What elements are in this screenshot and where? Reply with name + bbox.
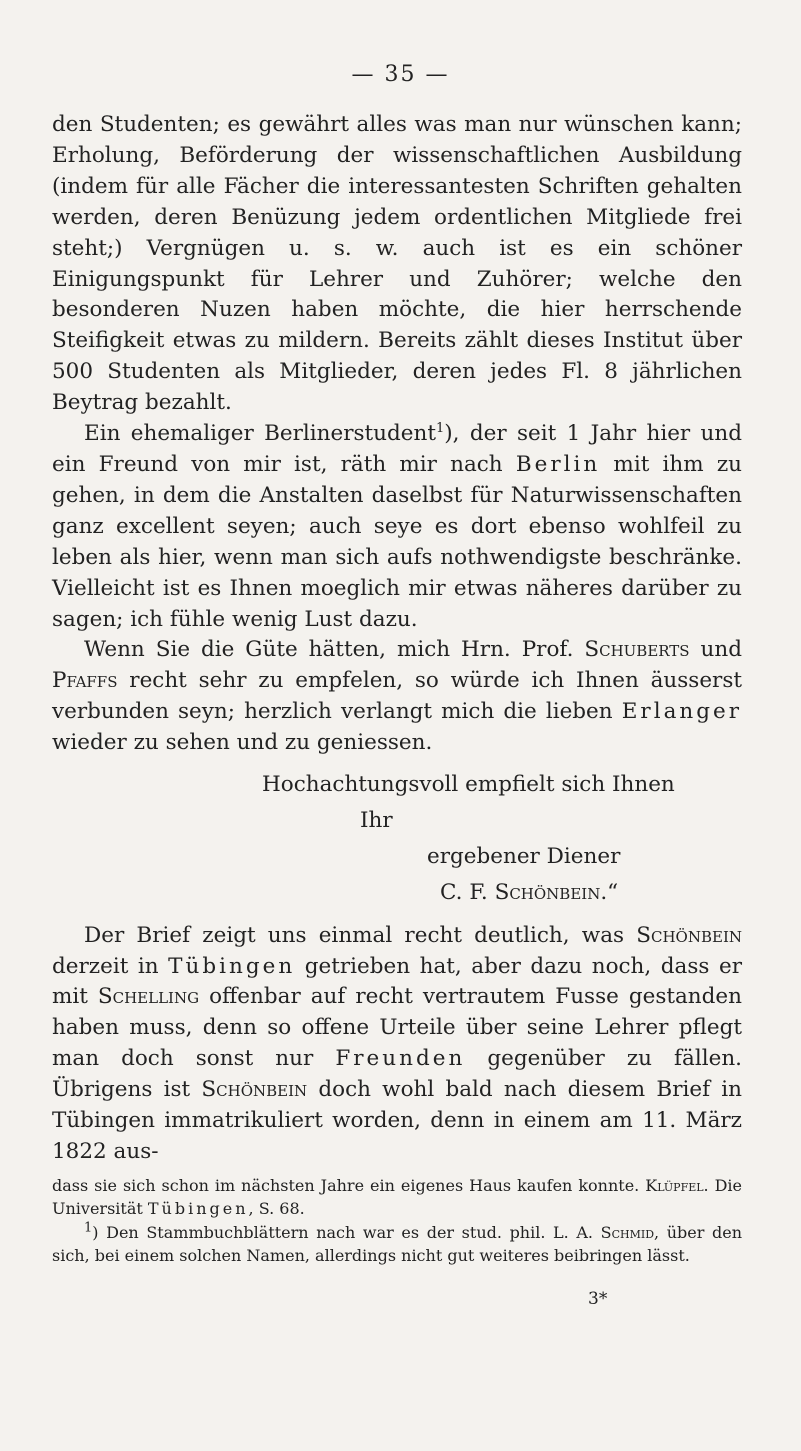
closing-line-3: ergebener Diener bbox=[427, 843, 621, 869]
main-text bbox=[52, 110, 742, 1168]
footnote-1: $^1$) Den Stammbuchblättern nach war es der stud. phil. L. A. Schmid, über den sich, bei einem solchen Namen, allerdings nicht gut weiteres beibringen lässt. bbox=[52, 1220, 743, 1266]
footnote-continuation: dass sie sich schon im nächsten Jahre ein eigenes Haus kaufen konnte. Klüpfel. Die Universität Tübingen, S. 68. bbox=[52, 1176, 743, 1219]
paragraph-1: den Studenten; es gewährt alles was man nur wünschen kann; Erholung, Beförderung der wissenschaftlichen Ausbildung (indem für alle Fächer die interessantesten Schriften gehalten werden, deren Benüzung jedem ordentlichen Mitgliede frei steht;) Vergnügen u. s. w. auch ist es ein schöner Einigungspunkt für Lehrer und Zuhörer; welche den besonderen Nuzen haben möchte, die hier herrschende Steifigkeit etwas zu mildern. Bereits zählt dieses Institut über 500 Studenten als Mitglieder, deren jedes Fl. 8 jährlichen Beytrag bezahlt. bbox=[52, 112, 742, 416]
closing-line-1: Hochachtungsvoll empfielt sich Ihnen bbox=[262, 772, 675, 798]
signature-mark: 3* bbox=[588, 1289, 608, 1309]
footnote-ref: 1 bbox=[436, 420, 445, 436]
signature-line: C. F. Schönbein.“ bbox=[440, 879, 619, 905]
footnotes bbox=[52, 1174, 742, 1268]
paragraph-3: Wenn Sie die Güte hätten, mich Hrn. Prof. Schuberts und Pfaffs recht sehr zu empfelen, so würde ich Ihnen äusserst verbunden seyn; herzlich verlangt mich die lieben Erlanger wieder zu sehen und zu geniessen. bbox=[52, 637, 743, 756]
closing-line-2: Ihr bbox=[360, 807, 393, 833]
commentary-paragraph: Der Brief zeigt uns einmal recht deutlich, was Schönbein derzeit in Tübingen getrieben hat, aber dazu noch, dass er mit Schelling offenbar auf recht vertrautem Fusse gestanden haben muss, denn so offene Urteile über seine Lehrer pflegt man doch sonst nur Freunden gegenüber zu fällen. Übrigens ist Schönbein doch wohl bald nach diesem Brief in Tübingen immatrikuliert worden, denn in einem am 11. März 1822 aus- bbox=[52, 922, 742, 1164]
paragraph-2: Ein ehemaliger Berlinerstudent$^1$), der seit 1 Jahr hier und ein Freund von mir ist, räth mir nach Berlin mit ihm zu gehen, in dem die Anstalten daselbst für Naturwissenschaften ganz excellent seyen; auch seye es dort ebenso wohlfeil zu leben als hier, wenn man sich aufs nothwendigste beschränke. Vielleicht ist es Ihnen moeglich mir etwas näheres darüber zu sagen; ich fühle wenig Lust dazu. bbox=[52, 420, 743, 632]
page-number: — 35 — bbox=[351, 62, 450, 87]
